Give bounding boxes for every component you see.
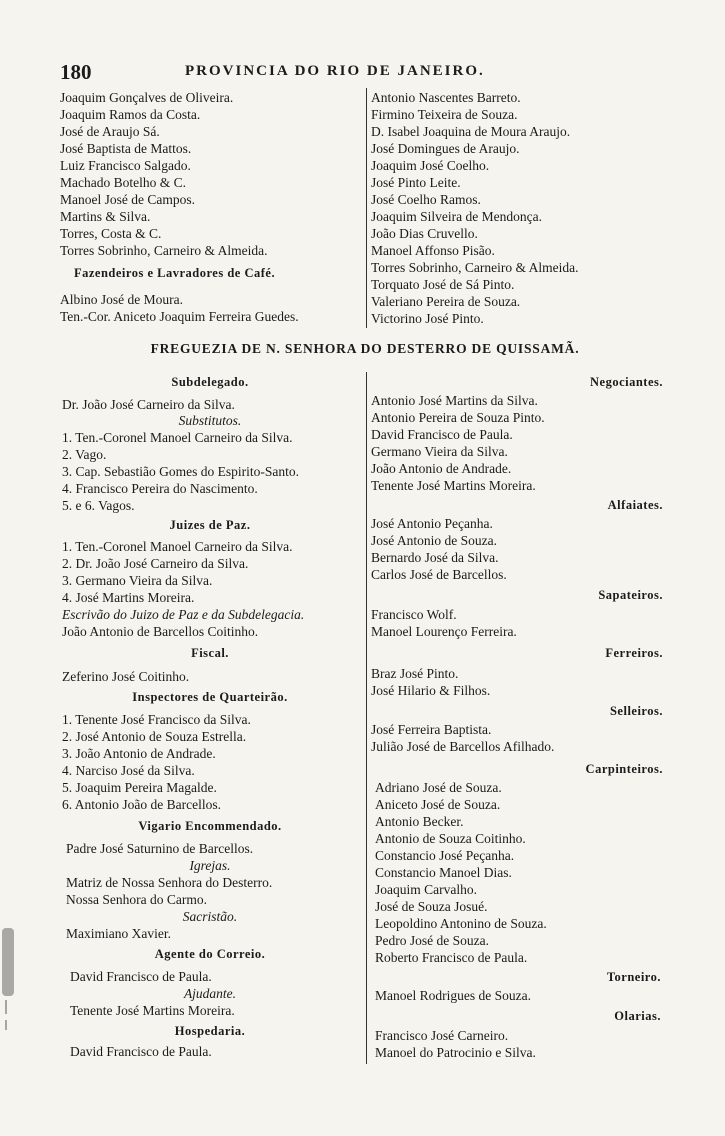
list-item: Machado Botelho & C. (60, 175, 186, 190)
list-item: Roberto Francisco de Paula. (375, 950, 528, 965)
heading-escrivao: Escrivão do Juizo de Paz e da Subdelegacia. (62, 607, 305, 622)
list-item: José Baptista de Mattos. (60, 141, 192, 156)
list-item: Torres Sobrinho, Carneiro & Almeida. (60, 243, 268, 258)
list-item: Torres, Costa & C. (60, 226, 162, 241)
list-item: Braz José Pinto. (371, 666, 459, 681)
list-item: João Dias Cruvello. (371, 226, 478, 241)
list-item: José Pinto Leite. (371, 175, 461, 190)
list-item: Joaquim Ramos da Costa. (60, 107, 201, 122)
heading-torneiro: Torneiro. (606, 970, 661, 984)
list-item: Tenente José Martins Moreira. (70, 1003, 235, 1018)
heading-olarias: Olarias. (614, 1009, 661, 1023)
heading-correio: Agente do Correio. (154, 947, 266, 961)
list-item: Leopoldino Antonino de Souza. (375, 916, 547, 931)
list-item: 3. Germano Vieira da Silva. (62, 573, 213, 588)
list-item: Manoel Lourenço Ferreira. (371, 624, 517, 639)
heading-substitutos: Substitutos. (178, 413, 242, 428)
list-item: David Francisco de Paula. (70, 969, 212, 984)
page-number: 180 (60, 60, 92, 84)
page-header (60, 60, 670, 84)
list-item: Manoel do Patrocinio e Silva. (375, 1045, 536, 1060)
list-item: Francisco José Carneiro. (375, 1028, 509, 1043)
list-item: 4. José Martins Moreira. (62, 590, 195, 605)
heading-hospedaria: Hospedaria. (174, 1024, 246, 1038)
list-item: Bernardo José da Silva. (371, 550, 499, 565)
list-item: 5. Joaquim Pereira Magalde. (62, 780, 217, 795)
running-title: PROVINCIA DO RIO DE JANEIRO. (185, 63, 485, 79)
list-item: Carlos José de Barcellos. (371, 567, 507, 582)
list-item: Constancio José Peçanha. (375, 848, 515, 863)
list-item: 1. Ten.-Coronel Manoel Carneiro da Silva. (62, 539, 293, 554)
list-item: José de Souza Josué. (375, 899, 488, 914)
list-item: Aniceto José de Souza. (375, 797, 501, 812)
list-item: 4. Francisco Pereira do Nascimento. (62, 481, 258, 496)
list-item: 1. Ten.-Coronel Manoel Carneiro da Silva. (62, 430, 293, 445)
list-item: 3. João Antonio de Andrade. (62, 746, 216, 761)
list-item: Manoel Rodrigues de Souza. (375, 988, 531, 1003)
section-heading-fazendeiros: Fazendeiros e Lavradores de Café. (74, 266, 276, 280)
list-item: Maximiano Xavier. (66, 926, 171, 941)
list-item: Torres Sobrinho, Carneiro & Almeida. (371, 260, 579, 275)
heading-negociantes: Negociantes. (590, 375, 663, 389)
list-item: José Hilario & Filhos. (371, 683, 491, 698)
heading-igrejas: Igrejas. (189, 858, 231, 873)
list-item: Manoel José de Campos. (60, 192, 195, 207)
list-item: Tenente José Martins Moreira. (371, 478, 536, 493)
list-item: José de Araujo Sá. (60, 124, 160, 139)
heading-sacristao: Sacristão. (182, 909, 238, 924)
scan-edge-mark (2, 928, 14, 996)
list-item: Ten.-Cor. Aniceto Joaquim Ferreira Guedes. (60, 309, 299, 324)
list-item: D. Isabel Joaquina de Moura Araujo. (371, 124, 571, 139)
list-item: David Francisco de Paula. (70, 1044, 212, 1059)
heading-vigario: Vigario Encommendado. (138, 819, 282, 833)
list-item: João Antonio de Barcellos Coitinho. (62, 624, 259, 639)
list-item: Adriano José de Souza. (375, 780, 502, 795)
column-divider (366, 372, 367, 1064)
heading-alfaiates: Alfaiates. (607, 498, 663, 512)
list-item: João Antonio de Andrade. (371, 461, 512, 476)
list-item: Joaquim Silveira de Mendonça. (371, 209, 542, 224)
list-item: Victorino José Pinto. (371, 311, 484, 326)
list-item: José Coelho Ramos. (371, 192, 481, 207)
heading-fiscal: Fiscal. (191, 646, 229, 660)
list-item: Manoel Affonso Pisão. (371, 243, 495, 258)
scan-edge-mark (5, 1020, 7, 1030)
list-item: Joaquim Gonçalves de Oliveira. (60, 90, 234, 105)
list-item: Germano Vieira da Silva. (371, 444, 508, 459)
list-item: 5. e 6. Vagos. (62, 498, 135, 513)
heading-selleiros: Selleiros. (609, 704, 663, 718)
list-item: Valeriano Pereira de Souza. (371, 294, 521, 309)
list-item: 4. Narciso José da Silva. (62, 763, 195, 778)
list-item: 3. Cap. Sebastião Gomes do Espirito-Santo. (62, 464, 299, 479)
list-item: 1. Tenente José Francisco da Silva. (62, 712, 251, 727)
list-item: 2. Dr. João José Carneiro da Silva. (62, 556, 249, 571)
list-item: Luiz Francisco Salgado. (60, 158, 191, 173)
list-item: Zeferino José Coitinho. (62, 669, 190, 684)
list-item: 2. Vago. (62, 447, 107, 462)
list-item: Antonio José Martins da Silva. (371, 393, 538, 408)
heading-inspectores: Inspectores de Quarteirão. (132, 690, 288, 704)
column-divider (366, 88, 367, 328)
list-item: 2. José Antonio de Souza Estrella. (62, 729, 247, 744)
list-item: Constancio Manoel Dias. (375, 865, 512, 880)
list-item: José Antonio Peçanha. (371, 516, 493, 531)
heading-subdelegado: Subdelegado. (171, 375, 249, 389)
list-item: Firmino Teixeira de Souza. (371, 107, 518, 122)
list-item: Nossa Senhora do Carmo. (66, 892, 207, 907)
list-item: Antonio Pereira de Souza Pinto. (371, 410, 545, 425)
list-item: Francisco Wolf. (371, 607, 457, 622)
heading-carpinteiros: Carpinteiros. (585, 762, 663, 776)
section-title: FREGUEZIA DE N. SENHORA DO DESTERRO DE QUISSAMÃ. (150, 341, 580, 356)
list-item: 6. Antonio João de Barcellos. (62, 797, 221, 812)
list-item: Antonio de Souza Coitinho. (375, 831, 526, 846)
list-item: Padre José Saturnino de Barcellos. (66, 841, 254, 856)
heading-juizes: Juizes de Paz. (169, 518, 251, 532)
list-item: Martins & Silva. (60, 209, 151, 224)
list-item: Torquato José de Sá Pinto. (371, 277, 515, 292)
list-item: David Francisco de Paula. (371, 427, 513, 442)
list-item: Joaquim José Coelho. (371, 158, 490, 173)
heading-ajudante: Ajudante. (183, 986, 237, 1001)
list-item: Antonio Nascentes Barreto. (371, 90, 521, 105)
list-item: José Antonio de Souza. (371, 533, 497, 548)
scan-edge-mark (5, 1000, 7, 1014)
heading-sapateiros: Sapateiros. (598, 588, 663, 602)
list-item: Pedro José de Souza. (375, 933, 489, 948)
list-item: Dr. João José Carneiro da Silva. (62, 397, 235, 412)
list-item: Joaquim Carvalho. (375, 882, 477, 897)
list-item: Albino José de Moura. (60, 292, 183, 307)
list-item: José Domingues de Araujo. (371, 141, 520, 156)
heading-ferreiros: Ferreiros. (605, 646, 663, 660)
list-item: Antonio Becker. (375, 814, 464, 829)
list-item: Julião José de Barcellos Afilhado. (371, 739, 555, 754)
list-item: José Ferreira Baptista. (371, 722, 492, 737)
list-item: Matriz de Nossa Senhora do Desterro. (66, 875, 273, 890)
